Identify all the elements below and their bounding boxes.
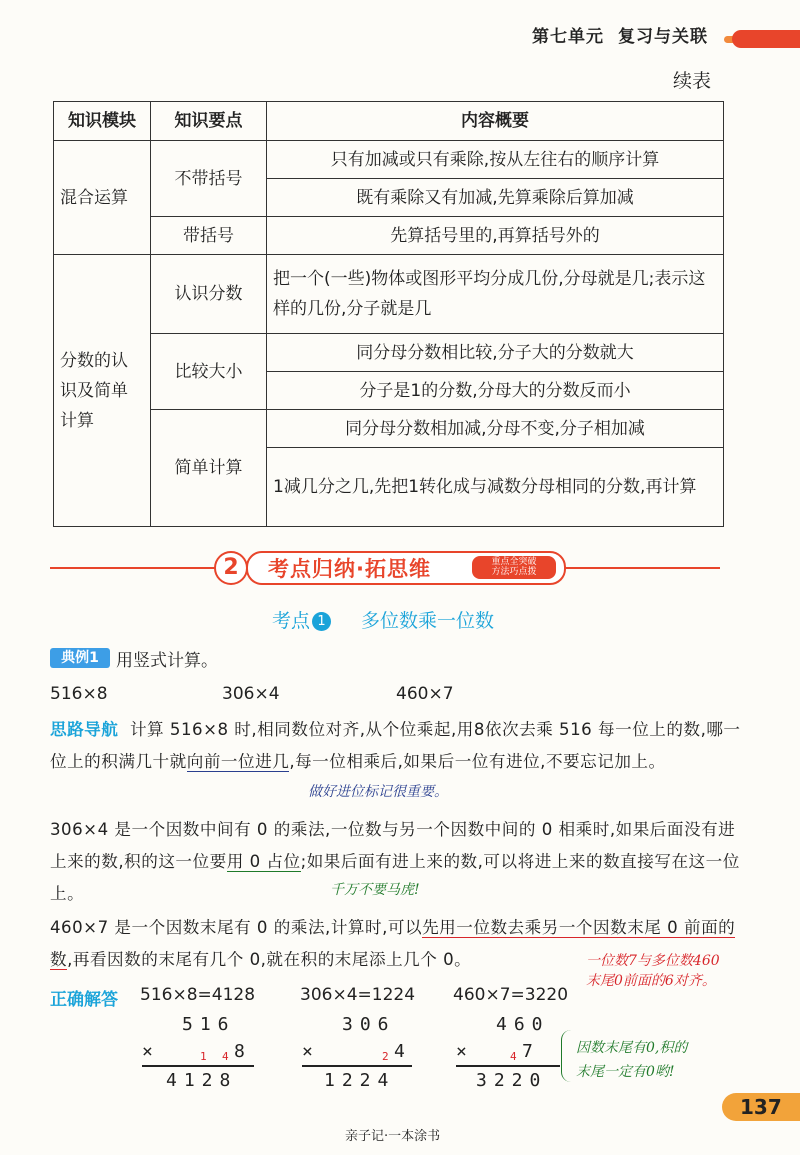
thinking-paragraph-3: 460×7 是一个因数末尾有 0 的乘法,计算时,可以先用一位数去乘另一个因数末尾 0 前面的数,再看因数的末尾有几个 0,就在积的末尾添上几个 0。 xyxy=(50,918,736,969)
answer-eq: 306×4=1224 xyxy=(300,985,416,1005)
underline-zero: 用 0 占位 xyxy=(226,852,301,871)
summary-cell: 分子是1的分数,分母大的分数反而小 xyxy=(267,372,724,410)
carry-mark: 4 xyxy=(222,1050,229,1063)
unit-title: 复习与关联 xyxy=(618,27,708,47)
vertical-calc-2 xyxy=(302,1014,422,1094)
calc-times: × xyxy=(302,1041,320,1062)
calc-times: × xyxy=(142,1041,160,1062)
page-number: 137 xyxy=(722,1093,800,1121)
table-row xyxy=(54,255,724,334)
summary-cell: 既有乘除又有加减,先算乘除后算加减 xyxy=(267,179,724,217)
section-number: 2 xyxy=(214,551,248,585)
carry-mark: 2 xyxy=(382,1050,389,1063)
table-row xyxy=(54,334,724,372)
point-recognize: 认识分数 xyxy=(151,255,267,334)
underline-trailing-zero: 先用一位数去乘另一个因数末尾 0 前面的数 xyxy=(50,918,736,969)
thinking-paragraph-2: 306×4 是一个因数中间有 0 的乘法,一位数与另一个因数中间的 0 相乘时,如果后面没有进上来的数,积的这一位要用 0 占位;如果后面有进上来的数,可以将进上来的数直接写在这一位上。 xyxy=(50,820,740,903)
summary-cell: 1减几分之几,先把1转化成与减数分母相同的分数,再计算 xyxy=(267,448,724,527)
handwritten-note-1: 做好进位标记很重要。 xyxy=(308,784,448,800)
table-header-module: 知识模块 xyxy=(54,102,151,141)
point-brackets: 带括号 xyxy=(151,217,267,255)
carry-mark: 4 xyxy=(510,1050,517,1063)
thinking-label: 思路导航 xyxy=(50,720,119,739)
module-mixed: 混合运算 xyxy=(54,141,151,255)
vertical-calc-3 xyxy=(456,1014,576,1094)
table-header-row xyxy=(54,102,724,141)
answer-label: 正确解答 xyxy=(50,990,118,1010)
vertical-calc-1 xyxy=(142,1014,262,1094)
section-title: 考点归纳·拓思维 xyxy=(268,557,431,581)
footer-brand: 亲子记·一本涂书 xyxy=(345,1129,441,1144)
section-tag: 重点全突破 方法巧点拨 xyxy=(472,556,556,579)
problem-item: 516×8 xyxy=(50,684,108,704)
answer-eq: 516×8=4128 xyxy=(140,985,256,1005)
handwritten-note-2: 千万不要马虎! xyxy=(330,882,420,898)
kaodian-number: 1 xyxy=(312,612,331,631)
calc-mul: 7 xyxy=(522,1041,540,1062)
header-accent-bar xyxy=(732,30,800,48)
kaodian-title: 考点 1 多位数乘一位数 xyxy=(272,610,495,632)
calc-result: 1224 xyxy=(324,1070,396,1091)
summary-cell: 同分母分数相比较,分子大的分数就大 xyxy=(267,334,724,372)
table-header-point: 知识要点 xyxy=(151,102,267,141)
table-header-summary: 内容概要 xyxy=(267,102,724,141)
knowledge-table xyxy=(53,101,724,527)
answer-line xyxy=(50,985,569,1010)
point-compare: 比较大小 xyxy=(151,334,267,410)
calc-mul: 8 xyxy=(234,1041,252,1062)
calc-line xyxy=(302,1065,412,1067)
calc-line xyxy=(456,1065,560,1067)
summary-cell: 先算括号里的,再算括号外的 xyxy=(267,217,724,255)
unit-label: 第七单元 xyxy=(532,27,604,47)
problem-item: 460×7 xyxy=(396,684,454,704)
handwritten-note-3: 一位数7与多位数460 末尾0前面的6对齐。 xyxy=(586,953,720,989)
point-simple-calc: 简单计算 xyxy=(151,410,267,527)
note-bracket xyxy=(561,1030,572,1082)
calc-result: 3220 xyxy=(476,1070,548,1091)
calc-result: 4128 xyxy=(166,1070,238,1091)
table-row xyxy=(54,410,724,448)
module-fraction: 分数的认识及简单计算 xyxy=(54,255,151,527)
calc-top: 306 xyxy=(342,1014,396,1035)
summary-cell: 同分母分数相加减,分母不变,分子相加减 xyxy=(267,410,724,448)
calc-mul: 4 xyxy=(394,1041,412,1062)
summary-cell: 只有加减或只有乘除,按从左往右的顺序计算 xyxy=(267,141,724,179)
example-prompt: 用竖式计算。 xyxy=(116,651,218,671)
unit-header xyxy=(532,22,722,47)
point-no-brackets: 不带括号 xyxy=(151,141,267,217)
calc-times: × xyxy=(456,1041,474,1062)
underline-carry: 向前一位进几 xyxy=(186,752,290,771)
thinking-paragraph-1: 思路导航 计算 516×8 时,相同数位对齐,从个位乘起,用8依次去乘 516 每一位上的数,哪一位上的积满几十就向前一位进几,每一位相乘后,如果后一位有进位,不要忘记加上。 xyxy=(50,720,741,771)
calc-top: 516 xyxy=(182,1014,236,1035)
example-badge: 典例1 xyxy=(50,648,110,668)
carry-mark: 1 xyxy=(200,1050,207,1063)
answer-eq: 460×7=3220 xyxy=(453,985,569,1005)
handwritten-note-4: 因数末尾有0,积的 末尾一定有0哟! xyxy=(576,1040,688,1080)
continued-label: 续表 xyxy=(673,70,712,92)
calc-line xyxy=(142,1065,254,1067)
table-row xyxy=(54,217,724,255)
summary-cell: 把一个(一些)物体或图形平均分成几份,分母就是几;表示这样的几份,分子就是几 xyxy=(267,255,724,334)
problem-item: 306×4 xyxy=(222,684,280,704)
calc-top: 460 xyxy=(496,1014,550,1035)
table-row xyxy=(54,141,724,179)
